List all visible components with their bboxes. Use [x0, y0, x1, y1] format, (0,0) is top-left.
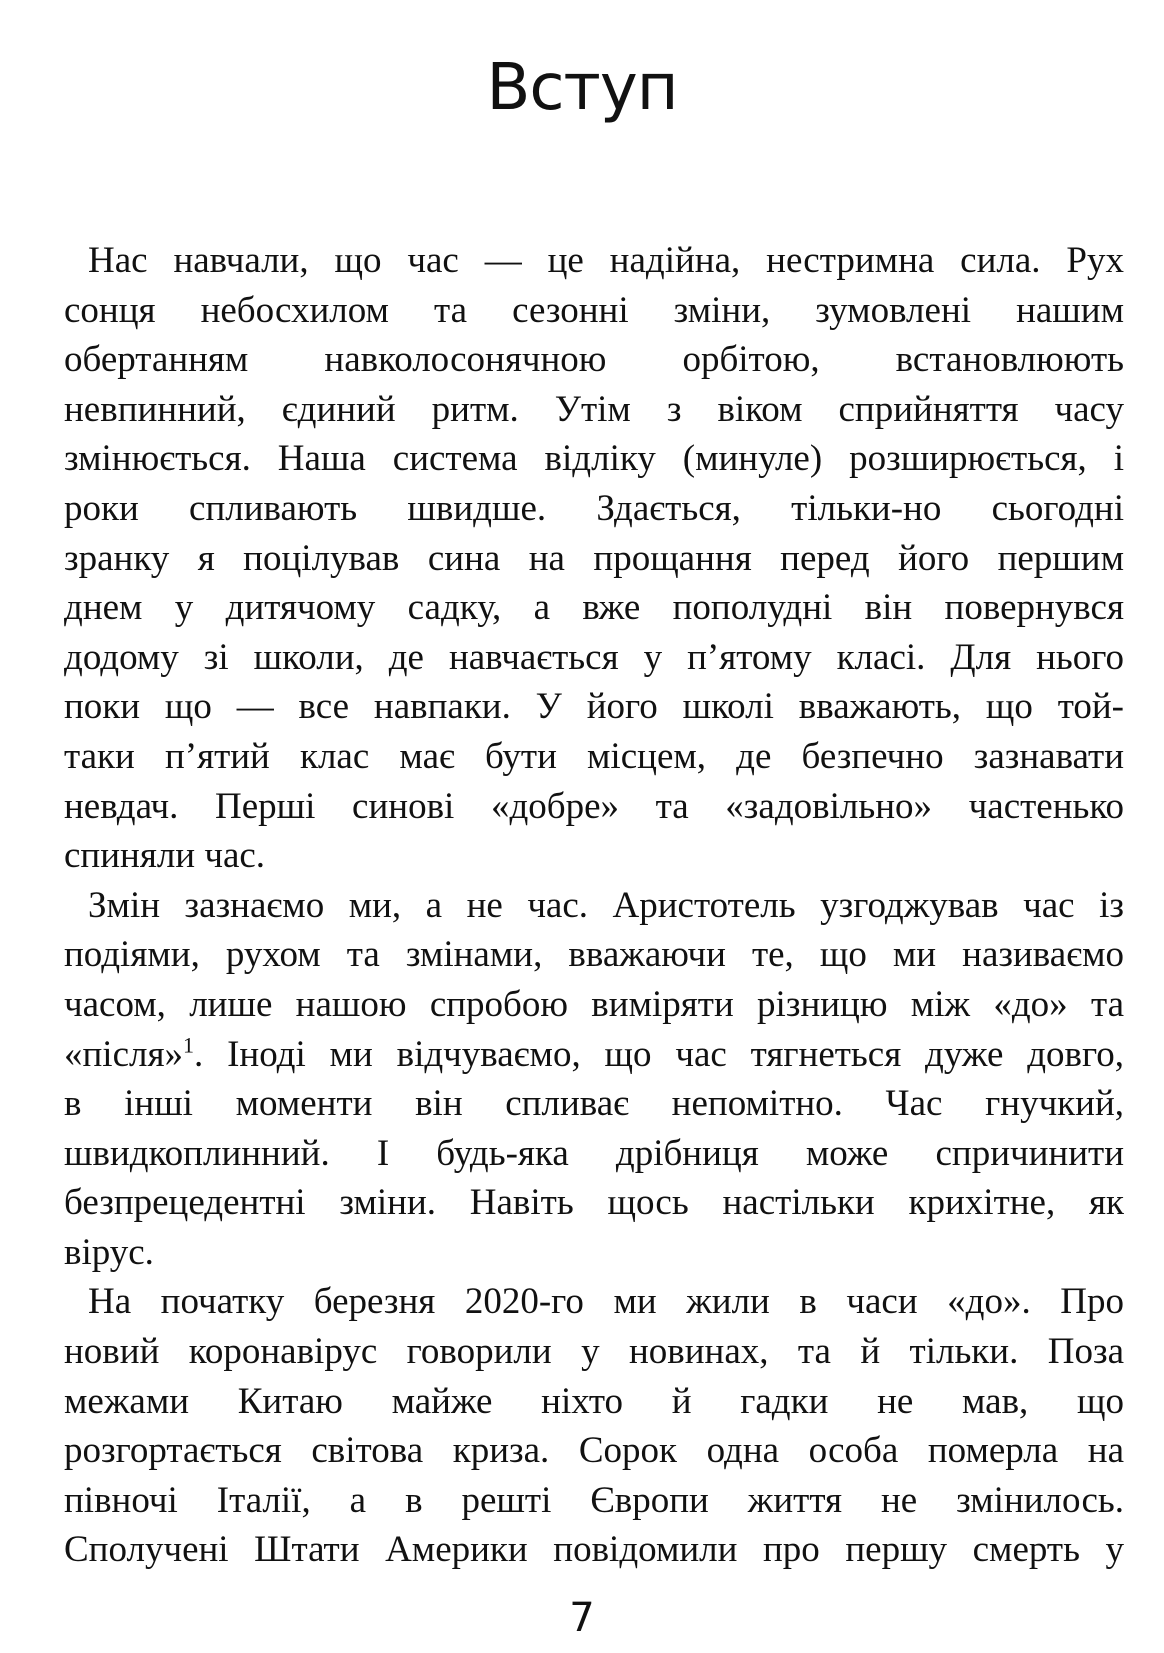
text-line: спиняли час.: [64, 835, 266, 877]
text-fragment: «після»: [64, 1033, 183, 1075]
text-line: На початку березня 2020-го ми жили в часи «до». Про: [88, 1281, 1124, 1323]
text-line: в інші моменти він спливає непомітно. Час гнучкий,: [64, 1083, 1124, 1125]
paragraph-2: [40, 881, 1124, 1278]
text-line-with-footnote: [40, 1030, 1124, 1080]
text-line: безпрецедентні зміни. Навіть щось настільки крихітне, як: [64, 1182, 1124, 1224]
text-line: подіями, рухом та змінами, вважаючи те, що ми називаємо: [64, 934, 1124, 976]
text-line: сонця небосхилом та сезонні зміни, зумовлені нашим: [64, 289, 1124, 331]
text-line: зранку я поцілував сина на прощання перед його першим: [64, 537, 1124, 579]
text-line: межами Китаю майже ніхто й гадки не мав, що: [64, 1380, 1124, 1422]
text-line: додому зі школи, де навчається у п’ятому класі. Для нього: [64, 636, 1124, 678]
text-fragment: . Іноді ми відчуваємо, що час тягнеться дуже довго,: [194, 1033, 1124, 1075]
text-line: Нас навчали, що час — це надійна, нестримна сила. Рух: [88, 240, 1124, 281]
text-line: Змін зазнаємо ми, а не час. Аристотель узгоджував час із: [88, 884, 1124, 926]
paragraph-3: [40, 1277, 1124, 1575]
text-line: часом, лише нашою спробою виміряти різницю між «до» та: [64, 983, 1124, 1025]
chapter-title: Вступ: [486, 51, 678, 125]
paragraph-1: [40, 236, 1124, 881]
text-line: змінюється. Наша система відліку (минуле) розширюється, і: [64, 438, 1124, 480]
body-text: [40, 236, 1124, 1575]
text-line: роки спливають швидше. Здається, тільки-но сьогодні: [64, 487, 1124, 529]
text-line: вірус.: [64, 1231, 154, 1273]
text-line: новий коронавірус говорили у новинах, та й тільки. Поза: [64, 1331, 1124, 1373]
text-line: таки п’ятий клас має бути місцем, де безпечно зазнавати: [64, 735, 1124, 777]
text-line: розгортається світова криза. Сорок одна особа померла на: [64, 1430, 1124, 1472]
text-line: півночі Італії, а в решті Європи життя не змінилось.: [64, 1479, 1124, 1521]
text-line: невдач. Перші синові «добре» та «задовільно» частенько: [64, 785, 1124, 827]
text-line: невпинний, єдиний ритм. Утім з віком сприйняття часу: [64, 388, 1124, 430]
text-line: швидкоплинний. І будь-яка дрібниця може спричинити: [64, 1132, 1124, 1174]
text-line: Сполучені Штати Америки повідомили про першу смерть у: [64, 1529, 1124, 1571]
page-number: 7: [569, 1595, 595, 1641]
text-line: днем у дитячому садку, а вже пополудні він повернувся: [64, 587, 1124, 629]
footnote-reference[interactable]: 1: [183, 1032, 194, 1058]
text-line: обертанням навколосонячною орбітою, встановлюють: [64, 339, 1124, 381]
text-line: поки що — все навпаки. У його школі вважають, що той-: [64, 686, 1124, 728]
